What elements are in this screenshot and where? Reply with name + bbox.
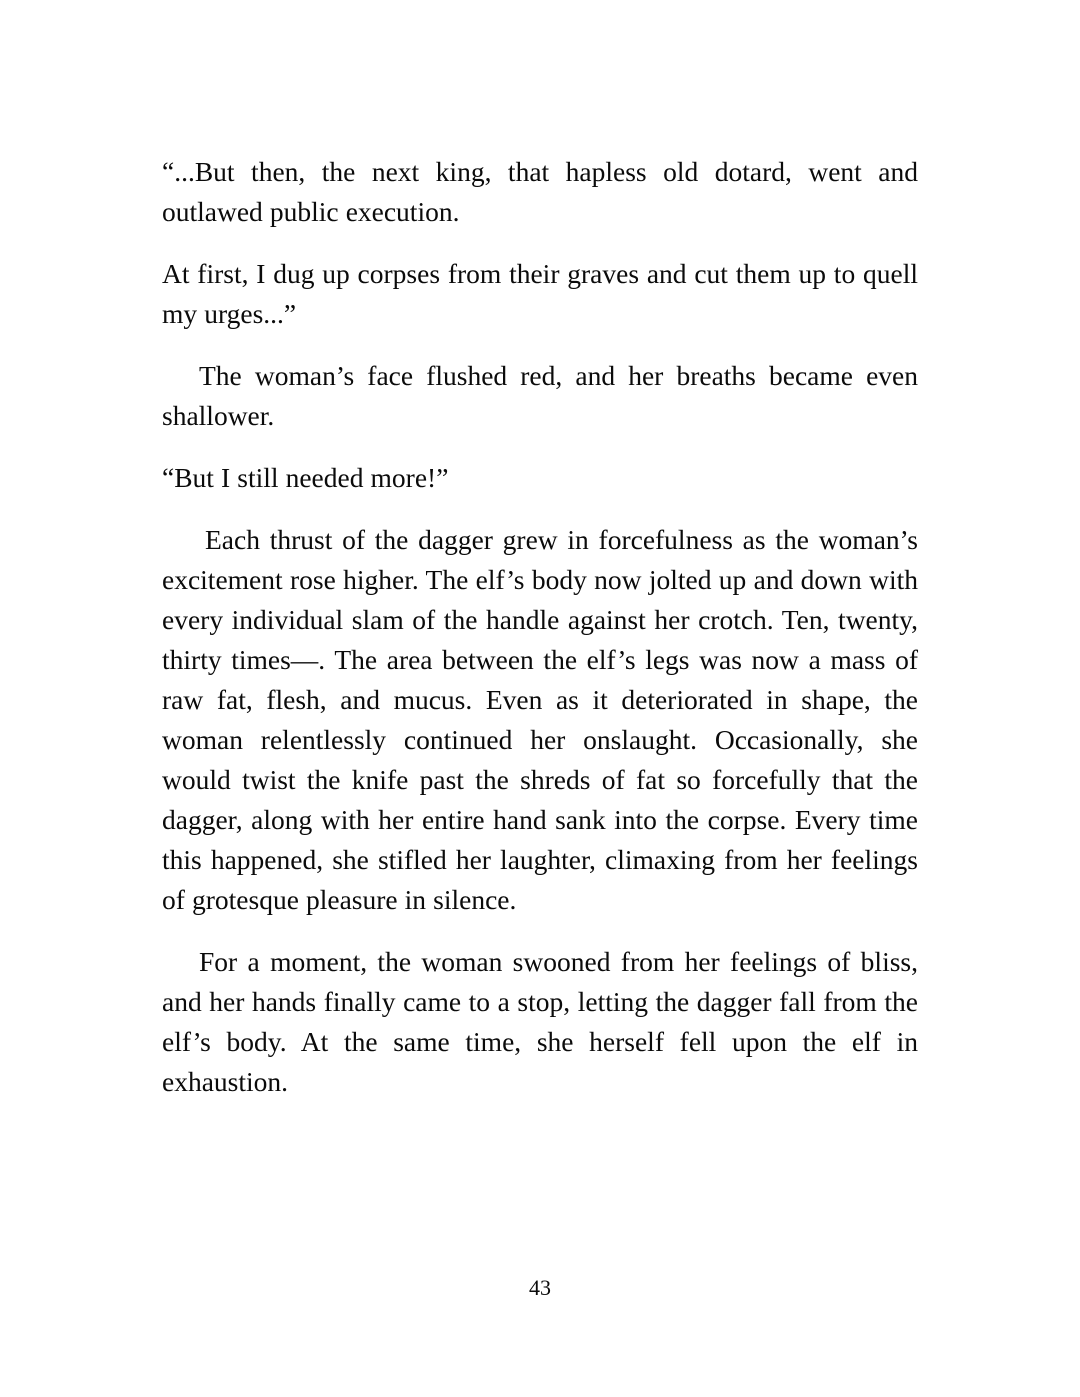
paragraph-3: The woman’s face flushed red, and her breaths became even shallower. [162,360,918,431]
paragraph-1: “...But then, the next king, that hapless old dotard, went and outlawed public execution. [162,156,918,227]
paragraph-2: At first, I dug up corpses from their graves and cut them up to quell my urges...” [162,258,918,329]
page-number: 43 [529,1275,551,1300]
body-text-column [162,152,918,1102]
paragraph-6: For a moment, the woman swooned from her feelings of bliss, and her hands finally came to a stop, letting the dagger fall from the elf’s body. At the same time, she herself fell upon the elf in exhaustion. [162,946,918,1097]
paragraph-5: Each thrust of the dagger grew in forcefulness as the woman’s excitement rose higher. The elf’s body now jolted up and down with every individual slam of the handle against her crotch. Ten, twenty, thirty times—. The area between the elf’s legs was now a mass of raw fat, flesh, and mucus. Even as it deteriorated in shape, the woman relentlessly continued her onslaught. Occasionally, she would twist the knife past the shreds of fat so forcefully that the dagger, along with her entire hand sank into the corpse. Every time this happened, she stifled her laughter, climaxing from her feelings of grotesque pleasure in silence. [162,524,918,915]
paragraph-4: “But I still needed more!” [162,462,449,493]
